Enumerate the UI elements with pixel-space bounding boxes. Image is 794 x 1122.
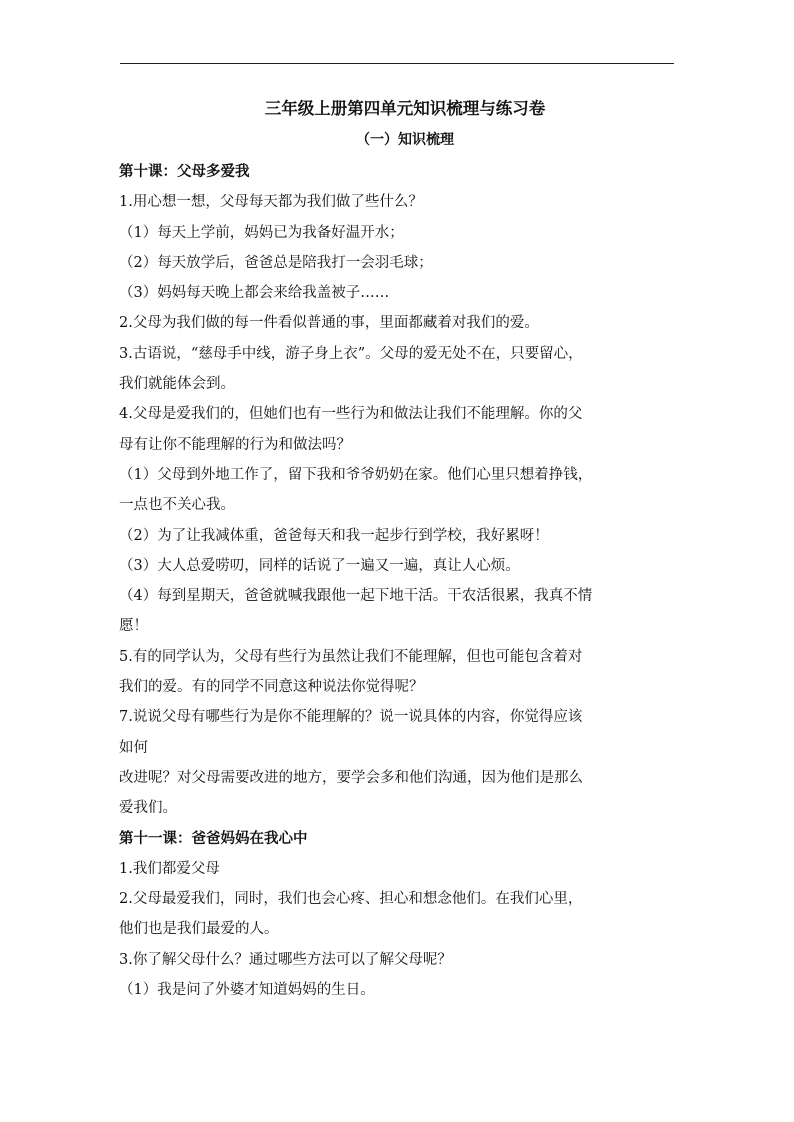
section-subtitle: （一）知识梳理 bbox=[356, 132, 454, 148]
header-rule bbox=[120, 63, 674, 64]
text-line: 一点也不关心我。 bbox=[119, 497, 235, 514]
text-line: 他们也是我们最爱的人。 bbox=[119, 921, 279, 938]
document-body bbox=[119, 95, 679, 1005]
text-line: 1.我们都爱父母 bbox=[119, 860, 220, 877]
text-line: 我们就能体会到。 bbox=[119, 376, 235, 393]
text-line: （3）大人总爱唠叨，同样的话说了一遍又一遍，真让人心烦。 bbox=[119, 557, 520, 574]
text-line: 2.父母最爱我们，同时，我们也会心疼、担心和想念他们。在我们心里， bbox=[119, 891, 583, 908]
document-title: 三年级上册第四单元知识梳理与练习卷 bbox=[264, 99, 546, 118]
text-line: （3）妈妈每天晚上都会来给我盖被子…… bbox=[119, 285, 390, 302]
text-line: 3.古语说，“慈母手中线，游子身上衣”。父母的爱无处不在，只要留心， bbox=[119, 345, 583, 362]
text-line: （2）为了让我减体重，爸爸每天和我一起步行到学校，我好累呀！ bbox=[119, 527, 549, 544]
text-line: 7.说说父母有哪些行为是你不能理解的？说一说具体的内容，你觉得应该 bbox=[119, 709, 583, 726]
text-line: （1）每天上学前，妈妈已为我备好温开水； bbox=[119, 224, 404, 241]
text-line: （4）每到星期天，爸爸就喊我跟他一起下地干活。干农活很累，我真不情 bbox=[119, 588, 593, 605]
text-line: 如何 bbox=[119, 739, 148, 756]
text-line: 4.父母是爱我们的，但她们也有一些行为和做法让我们不能理解。你的父 bbox=[119, 406, 583, 423]
text-line: （2）每天放学后，爸爸总是陪我打一会羽毛球； bbox=[119, 254, 433, 271]
text-line: 爱我们。 bbox=[119, 800, 177, 817]
text-line: 我们的爱。有的同学不同意这种说法你觉得呢？ bbox=[119, 679, 424, 696]
lesson-heading: 第十课：父母多爱我 bbox=[119, 163, 250, 180]
text-line: 3.你了解父母什么？通过哪些方法可以了解父母呢？ bbox=[119, 951, 452, 968]
text-line: 5.有的同学认为，父母有些行为虽然让我们不能理解，但也可能包含着对 bbox=[119, 648, 583, 665]
text-line: （1）父母到外地工作了，留下我和爷爷奶奶在家。他们心里只想着挣钱， bbox=[119, 466, 593, 483]
text-line: （1）我是问了外婆才知道妈妈的生日。 bbox=[119, 982, 375, 999]
text-line: 改进呢？对父母需要改进的地方，要学会多和他们沟通，因为他们是那么 bbox=[119, 769, 583, 786]
text-line: 愿！ bbox=[119, 618, 148, 635]
text-line: 2.父母为我们做的每一件看似普通的事，里面都藏着对我们的爱。 bbox=[119, 315, 539, 332]
text-line: 1.用心想一想，父母每天都为我们做了些什么？ bbox=[119, 194, 423, 211]
text-line: 母有让你不能理解的行为和做法吗？ bbox=[119, 436, 351, 453]
lesson-heading: 第十一课：爸爸妈妈在我心中 bbox=[119, 829, 308, 847]
